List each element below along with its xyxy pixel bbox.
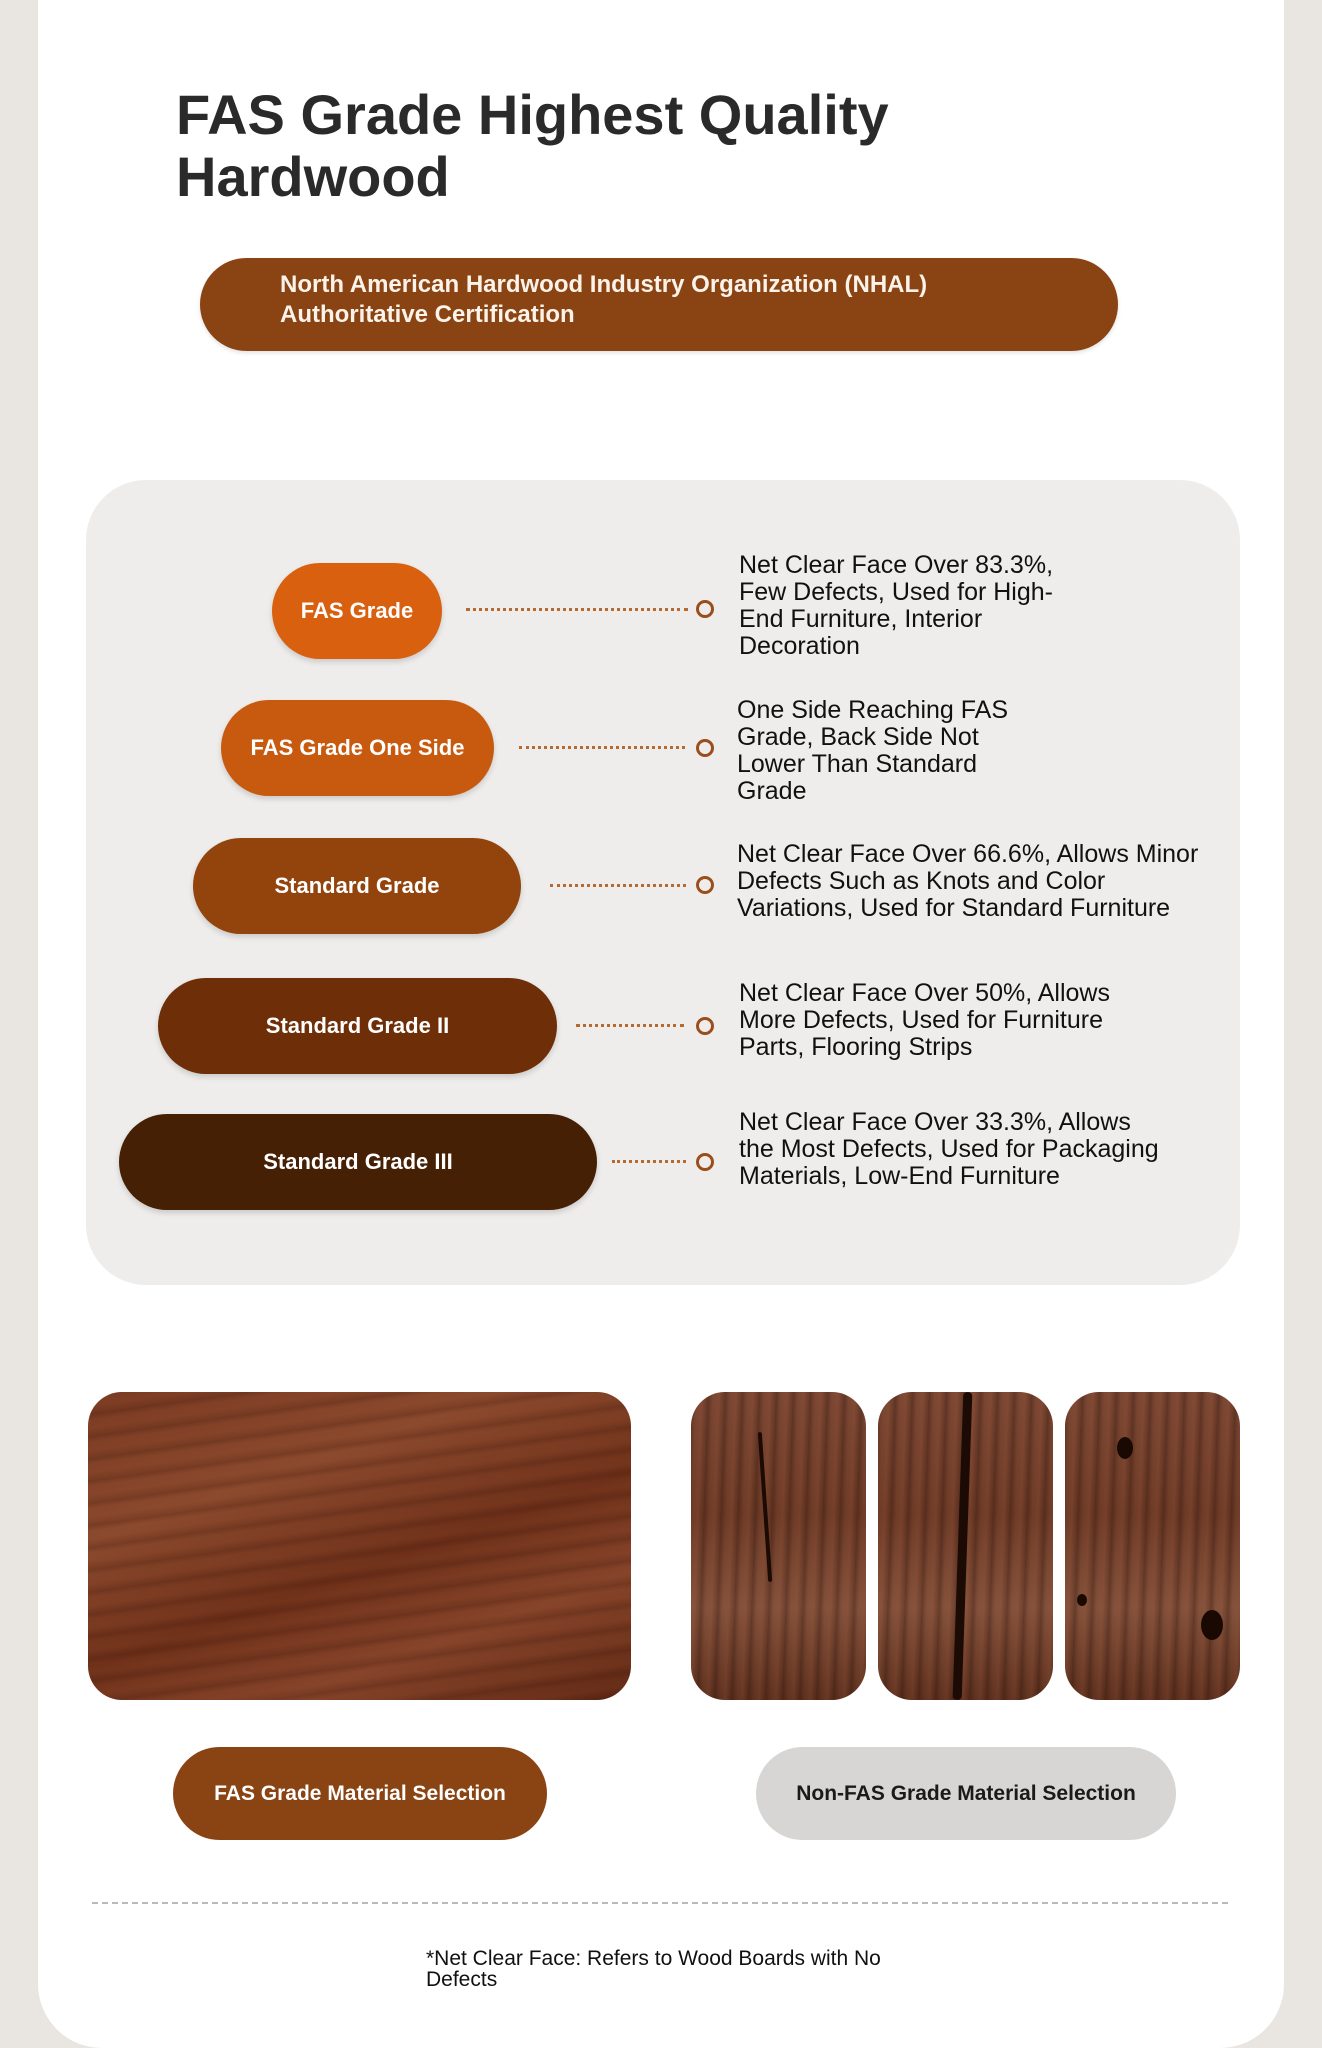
grade-pill-fas: FAS Grade	[272, 563, 442, 659]
wood-crack	[953, 1392, 973, 1700]
grade-description-fas-one-side: One Side Reaching FAS Grade, Back Side Not Lower Than Standard Grade	[737, 696, 1008, 805]
certification-banner	[200, 258, 1118, 351]
grade-description-standard: Net Clear Face Over 66.6%, Allows Minor Defects Such as Knots and Color Variations, Used for Standard Furniture	[737, 840, 1199, 922]
grade-pill-fas-one-side: FAS Grade One Side	[221, 700, 494, 796]
certification-line-2: Authoritative Certification	[280, 301, 575, 328]
grade-pill-standard-ii: Standard Grade II	[158, 978, 557, 1074]
non-fas-wood-sample-image	[691, 1392, 866, 1700]
grade-description-standard-ii: Net Clear Face Over 50%, Allows More Defects, Used for Furniture Parts, Flooring Strips	[739, 979, 1110, 1061]
certification-line-1: North American Hardwood Industry Organization (NHAL)	[280, 271, 928, 298]
connector-ring-icon	[696, 1153, 714, 1171]
connector-ring-icon	[696, 1017, 714, 1035]
grade-pill-standard: Standard Grade	[193, 838, 521, 934]
connector-dots	[550, 884, 686, 887]
certification-text	[280, 270, 927, 330]
non-fas-wood-sample-image	[878, 1392, 1053, 1700]
connector-dots	[519, 746, 685, 749]
connector-dots	[612, 1160, 686, 1163]
footnote: *Net Clear Face: Refers to Wood Boards with No Defects	[426, 1947, 881, 1991]
wood-knot	[1201, 1610, 1223, 1640]
grade-description-fas: Net Clear Face Over 83.3%, Few Defects, Used for High-End Furniture, Interior Decoration	[739, 551, 1054, 660]
connector-ring-icon	[696, 876, 714, 894]
fas-selection-label: FAS Grade Material Selection	[173, 1747, 547, 1840]
connector-ring-icon	[696, 739, 714, 757]
connector-ring-icon	[696, 600, 714, 618]
page-title: FAS Grade Highest Quality Hardwood	[176, 83, 889, 208]
fas-wood-sample-image	[88, 1392, 631, 1700]
wood-knot	[1117, 1437, 1133, 1459]
grade-description-standard-iii: Net Clear Face Over 33.3%, Allows the Most Defects, Used for Packaging Materials, Low-End Furniture	[739, 1108, 1159, 1190]
non-fas-wood-sample-image	[1065, 1392, 1240, 1700]
connector-dots	[466, 608, 688, 611]
non-fas-selection-label: Non-FAS Grade Material Selection	[756, 1747, 1176, 1840]
grade-pill-standard-iii: Standard Grade III	[119, 1114, 597, 1210]
wood-knot	[1077, 1594, 1087, 1606]
footer-divider	[92, 1902, 1228, 1904]
connector-dots	[576, 1024, 684, 1027]
wood-crack	[758, 1432, 772, 1582]
